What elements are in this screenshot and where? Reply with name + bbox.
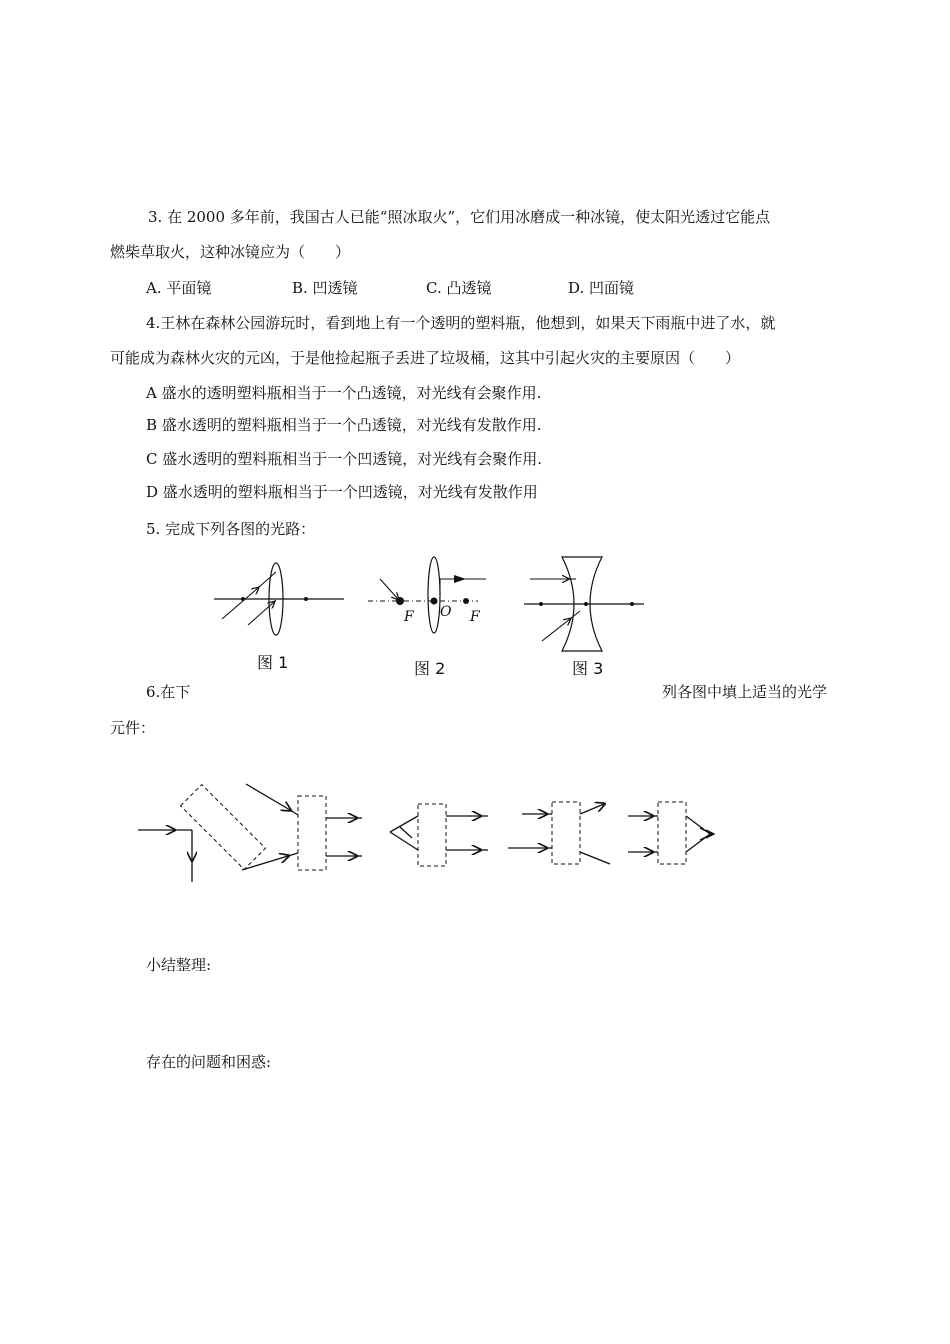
q4-option-c: C 盛水透明的塑料瓶相当于一个凹透镜，对光线有会聚作用. <box>146 450 543 468</box>
q6-box-2-slot <box>242 784 362 870</box>
q6-line-2: 元件： <box>110 719 156 737</box>
q4-line-1: 4.王林在森林公园游玩时，看到地上有一个透明的塑料瓶，他想到，如果天下雨瓶中进了水，就 <box>146 314 776 332</box>
figure-1-label: 图 1 <box>257 653 289 672</box>
q3-line-2: 燃柴草取火，这种冰镜应为（ ） <box>110 243 351 261</box>
q3-option-c: C. 凸透镜 <box>426 279 492 297</box>
q3-option-a: A. 平面镜 <box>146 279 212 297</box>
problems-label: 存在的问题和困惑: <box>146 1053 272 1071</box>
q3-line-1: 3. 在 2000 多年前，我国古人已能“照冰取火”，它们用冰磨成一种冰镜，使太阳光透过它能点 <box>148 208 771 226</box>
q6-box-3-slot <box>390 804 488 866</box>
figure-2-focus-left-label: F <box>404 609 414 625</box>
q4-option-b: B 盛水透明的塑料瓶相当于一个凸透镜，对光线有发散作用. <box>146 416 542 434</box>
q6-box-4-slot <box>508 802 610 864</box>
figure-3-label: 图 3 <box>572 659 604 678</box>
q4-option-d: D 盛水透明的塑料瓶相当于一个凹透镜，对光线有发散作用 <box>146 483 538 501</box>
q5-line: 5. 完成下列各图的光路： <box>146 520 316 538</box>
figure-1-convex-lens-diagram <box>210 555 350 665</box>
q4-line-2: 可能成为森林火灾的元凶，于是他捡起瓶子丢进了垃圾桶，这其中引起火灾的主要原因（ ） <box>110 349 741 367</box>
q6-box-1-mirror-slot <box>138 785 265 882</box>
q4-option-a: A 盛水的透明塑料瓶相当于一个凸透镜，对光线有会聚作用. <box>146 384 542 402</box>
q6-line-1-right: 列各图中填上适当的光学 <box>662 683 828 701</box>
figure-2-optical-center-label: O <box>440 604 452 620</box>
figure-3-concave-lens-diagram <box>520 555 650 655</box>
q3-option-d: D. 凹面镜 <box>568 279 635 297</box>
q6-line-1-left: 6.在下 <box>146 683 191 701</box>
summary-label: 小结整理: <box>146 956 212 974</box>
q6-optical-element-diagrams <box>130 780 730 890</box>
figure-2-label: 图 2 <box>414 659 446 678</box>
q6-box-5-slot <box>628 802 714 864</box>
q3-option-b: B. 凹透镜 <box>292 279 358 297</box>
figure-2-focus-right-label: F <box>470 609 480 625</box>
